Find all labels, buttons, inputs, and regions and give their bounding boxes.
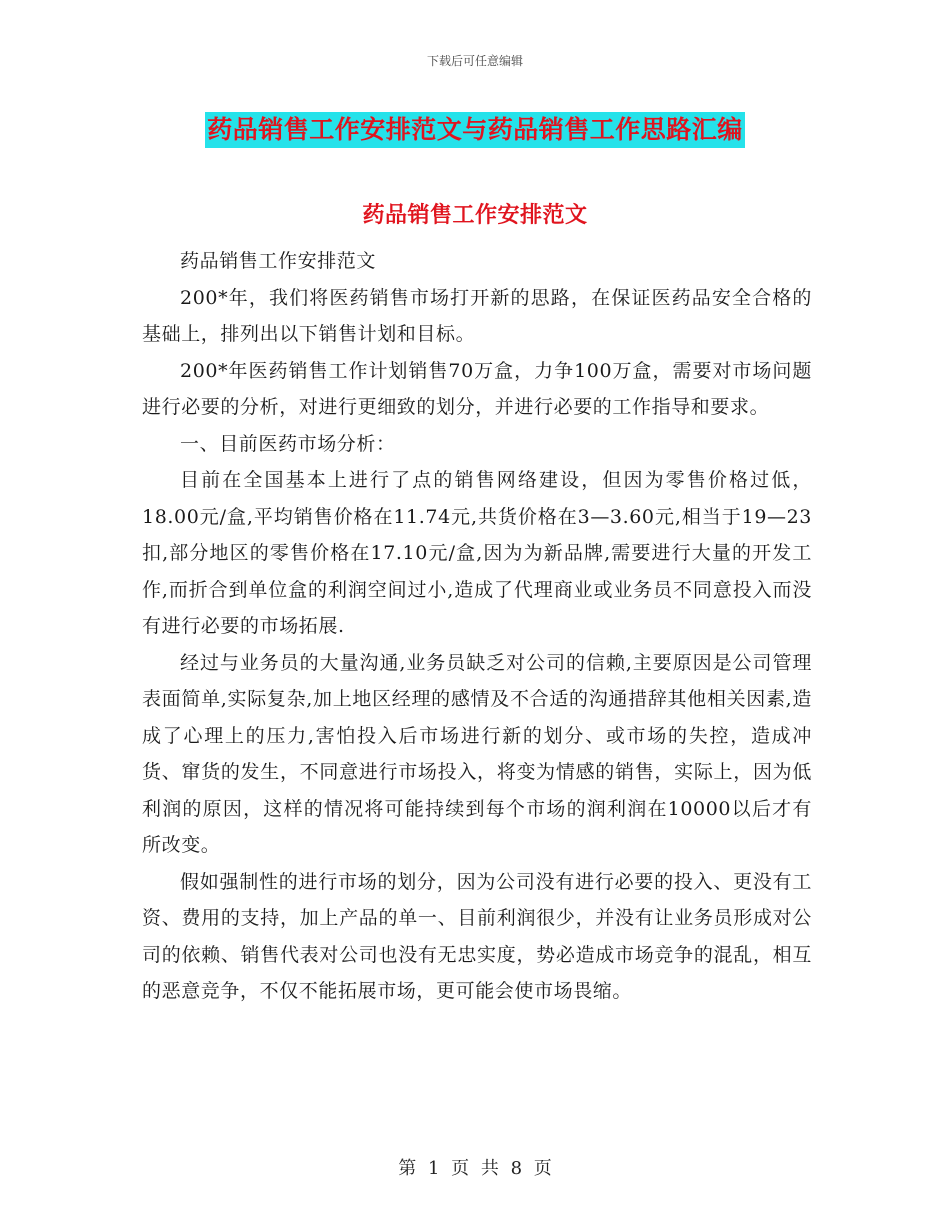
paragraph: 药品销售工作安排范文	[180, 250, 377, 272]
paragraph: 目前在全国基本上进行了点的销售网络建设，但因为零售价格过低，18.00元/盒,平均销售价格在11.74元,共货价格在3—3.60元,相当于19—23扣,部分地区的零售价格在17.10元/盒,因为为新品牌,需要进行大量的开发工作,而折合到单位盒的利润空间过小,造成了代理商业或业务员不同意投入而没有进行必要的市场拓展.	[142, 469, 812, 637]
paragraph: 假如强制性的进行市场的划分，因为公司没有进行必要的投入、更没有工资、费用的支持，加上产品的单一、目前利润很少，并没有让业务员形成对公司的依赖、销售代表对公司也没有无忠实度，势必造成市场竞争的混乱，相互的恶意竞争，不仅不能拓展市场，更可能会使市场畏缩。	[142, 870, 812, 1002]
main-title-wrap	[0, 112, 950, 148]
body-content	[142, 243, 812, 1010]
page-footer: 第 1 页 共 8 页	[398, 1158, 552, 1179]
paragraph: 200*年医药销售工作计划销售70万盒，力争100万盒，需要对市场问题进行必要的分析，对进行更细致的划分，并进行必要的工作指导和要求。	[142, 359, 812, 418]
paragraph: 200*年，我们将医药销售市场打开新的思路，在保证医药品安全合格的基础上，排列出以下销售计划和目标。	[142, 286, 812, 345]
section-title: 药品销售工作安排范文	[362, 203, 588, 228]
paragraph: 一、目前医药市场分析：	[180, 432, 396, 455]
document-title: 药品销售工作安排范文与药品销售工作思路汇编	[205, 112, 745, 148]
header-note: 下载后可任意编辑	[426, 54, 523, 68]
paragraph: 经过与业务员的大量沟通,业务员缺乏对公司的信赖,主要原因是公司管理表面简单,实际复杂,加上地区经理的感情及不合适的沟通措辞其他相关因素,造成了心理上的压力,害怕投入后市场进行新的划分、或市场的失控，造成冲货、窜货的发生，不同意进行市场投入，将变为情感的销售，实际上，因为低利润的原因，这样的情况将可能持续到每个市场的润利润在10000以后才有所改变。	[142, 651, 812, 856]
